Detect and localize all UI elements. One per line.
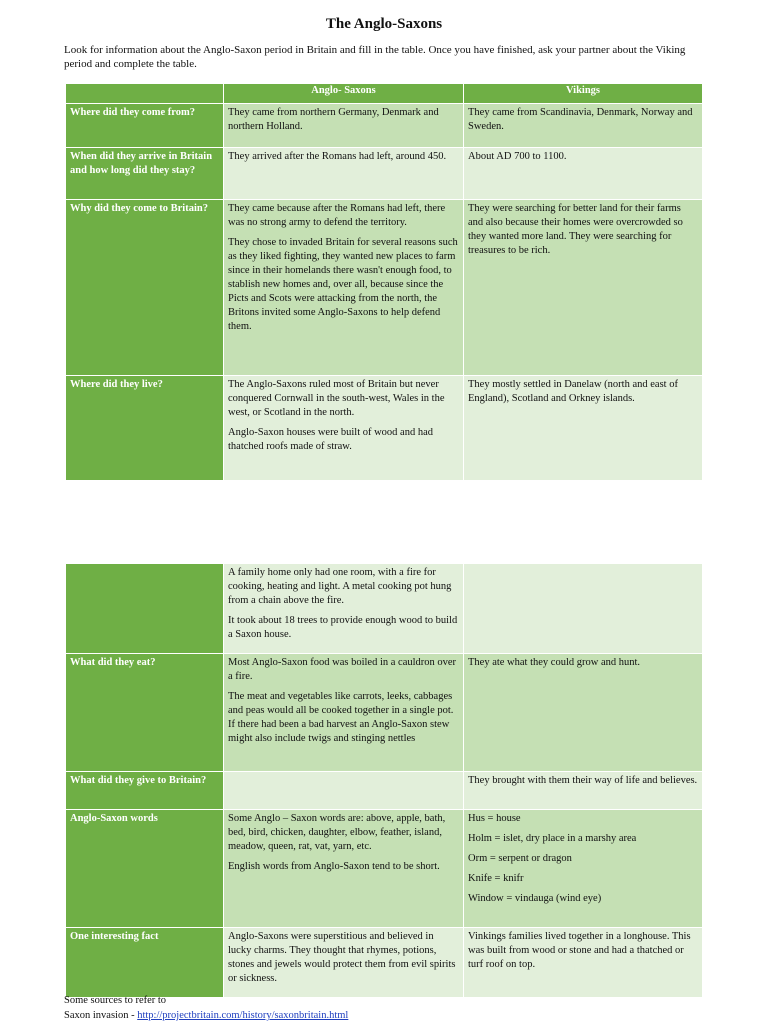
table-row <box>66 148 703 200</box>
row-label: Why did they come to Britain? <box>66 200 224 376</box>
comparison-table-part-2 <box>65 563 703 998</box>
cell-paragraph: They brought with them their way of life and believes. <box>468 775 698 786</box>
vikings-cell[interactable] <box>464 928 703 998</box>
cell-paragraph: They arrived after the Romans had left, around 450. <box>228 151 447 162</box>
page-title: The Anglo-Saxons <box>325 16 443 32</box>
cell-paragraph: Most Anglo-Saxon food was boiled in a cauldron over a fire. <box>228 657 457 682</box>
comparison-table-part-1 <box>65 83 703 481</box>
cell-paragraph: It took about 18 trees to provide enough wood to build a Saxon house. <box>228 615 458 640</box>
intro-text: Look for information about the Anglo-Saxon period in Britain and fill in the table. Once you have finished, ask your partner about the Viking period and complete the table. <box>64 44 686 70</box>
table-row <box>66 654 703 772</box>
saxon-britain-link[interactable]: http://projectbritain.com/history/saxonbritain.html <box>137 1010 349 1021</box>
cell-paragraph: They came from northern Germany, Denmark and northern Holland. <box>228 107 439 132</box>
table-row <box>66 200 703 376</box>
cell-paragraph: Window = vindauga (wind eye) <box>468 893 602 904</box>
cell-paragraph: Vinkings families lived together in a longhouse. This was built from wood or stone and had a thatched or turf roof on top. <box>468 931 691 970</box>
table-row <box>66 564 703 654</box>
cell-paragraph: The Anglo-Saxons ruled most of Britain but never conquered Cornwall in the south-west, Wales in the west, or Scotland in the north. <box>228 379 445 418</box>
sources-note <box>64 993 348 1023</box>
vikings-cell[interactable] <box>464 200 703 376</box>
table-row <box>66 810 703 928</box>
table-row <box>66 376 703 481</box>
cell-paragraph: They came because after the Romans had left, there was no strong army to defend the territory. <box>228 203 446 228</box>
anglo-saxons-cell[interactable] <box>224 376 464 481</box>
row-label: When did they arrive in Britain and how long did they stay? <box>66 148 224 200</box>
anglo-saxons-cell[interactable] <box>224 104 464 148</box>
cell-paragraph: The meat and vegetables like carrots, leeks, cabbages and peas would all be cooked together in a single pot. If there had been a bad harvest an Anglo-Saxon stew might also include twigs and stinging nettles <box>228 691 454 744</box>
row-label: One interesting fact <box>66 928 224 998</box>
vikings-cell[interactable] <box>464 654 703 772</box>
anglo-saxons-cell[interactable] <box>224 654 464 772</box>
cell-paragraph: Anglo-Saxon houses were built of wood and had thatched roofs made of straw. <box>228 427 434 452</box>
vikings-cell[interactable] <box>464 376 703 481</box>
sources-heading: Some sources to refer to <box>64 995 167 1006</box>
cell-paragraph: They chose to invaded Britain for several reasons such as they liked fighting, they wanted new places to farm since in their homelands there wasn't enough food, to stablish new homes and, over all, because since the Picts and Scots were attacking from the north, the Britons invited some Anglo-Saxons to help defend them. <box>228 237 458 332</box>
cell-paragraph: They were searching for better land for their farms and also because their homes were overcrowded so they wanted more land. They were searching for treasures to be rich. <box>468 203 683 256</box>
table-row <box>66 104 703 148</box>
cell-paragraph: They came from Scandinavia, Denmark, Norway and Sweden. <box>468 107 693 132</box>
vikings-cell[interactable] <box>464 810 703 928</box>
row-label: What did they give to Britain? <box>66 772 224 810</box>
cell-paragraph: Holm = islet, dry place in a marshy area <box>468 833 637 844</box>
cell-paragraph: Anglo-Saxons were superstitious and believed in lucky charms. They thought that rhymes, potions, stones and jewels would protect them from evil spirits or sickness. <box>228 931 456 984</box>
cell-paragraph: They mostly settled in Danelaw (north and east of England), Scotland and Orkney islands. <box>468 379 678 404</box>
cell-paragraph: Orm = serpent or dragon <box>468 853 572 864</box>
anglo-saxons-cell[interactable] <box>224 772 464 810</box>
cell-paragraph: English words from Anglo-Saxon tend to be short. <box>228 861 440 872</box>
header-empty <box>66 84 224 104</box>
header-vikings: Vikings <box>464 84 703 104</box>
cell-paragraph: Some Anglo – Saxon words are: above, apple, bath, bed, bird, chicken, daughter, elbow, feather, island, meadow, queen, rat, vat, yarn, etc. <box>228 813 446 852</box>
table-row <box>66 928 703 998</box>
cell-paragraph: Knife = knifr <box>468 873 524 884</box>
table-header-row <box>66 84 703 104</box>
anglo-saxons-cell[interactable] <box>224 200 464 376</box>
cell-paragraph: Hus = house <box>468 813 521 824</box>
anglo-saxons-cell[interactable] <box>224 928 464 998</box>
table-row <box>66 772 703 810</box>
vikings-cell[interactable] <box>464 772 703 810</box>
sources-line <box>64 1008 348 1023</box>
cell-paragraph: A family home only had one room, with a fire for cooking, heating and light. A metal cooking pot hung from a chain above the fire. <box>228 567 452 606</box>
anglo-saxons-cell[interactable] <box>224 148 464 200</box>
anglo-saxons-cell[interactable] <box>224 810 464 928</box>
row-label <box>66 564 224 654</box>
row-label: What did they eat? <box>66 654 224 772</box>
anglo-saxons-cell[interactable] <box>224 564 464 654</box>
row-label: Anglo-Saxon words <box>66 810 224 928</box>
cell-paragraph: About AD 700 to 1100. <box>468 151 567 162</box>
vikings-cell[interactable] <box>464 104 703 148</box>
header-anglo-saxons: Anglo- Saxons <box>224 84 464 104</box>
row-label: Where did they come from? <box>66 104 224 148</box>
vikings-cell[interactable] <box>464 564 703 654</box>
row-label: Where did they live? <box>66 376 224 481</box>
sources-prefix: Saxon invasion - <box>64 1010 138 1021</box>
cell-paragraph: They ate what they could grow and hunt. <box>468 657 641 668</box>
vikings-cell[interactable] <box>464 148 703 200</box>
